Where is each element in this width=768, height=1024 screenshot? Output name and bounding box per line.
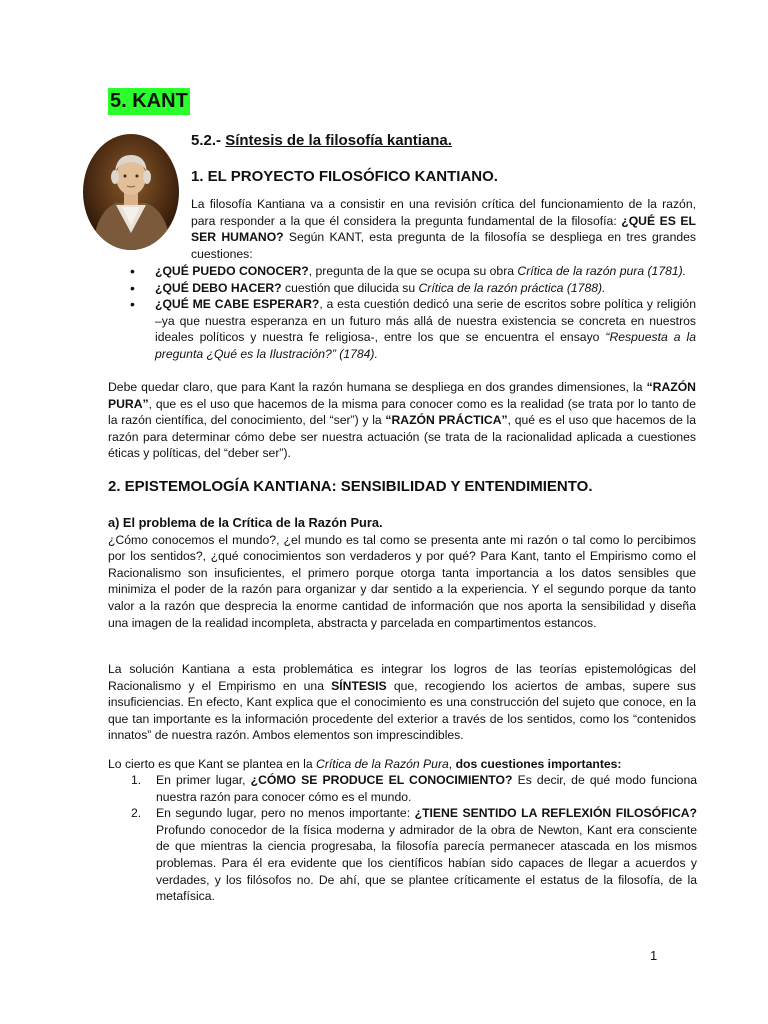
section-title: Síntesis de la filosofía kantiana.: [225, 132, 452, 149]
list-item: [126, 280, 696, 297]
solution-bold: SÍNTESIS: [331, 678, 387, 693]
kant-portrait: [82, 133, 180, 251]
question-work: Crítica de la razón pura (1781).: [517, 264, 687, 278]
questions-intro: [108, 756, 696, 773]
item-number: 2.: [131, 806, 142, 821]
reason-paragraph: [108, 379, 696, 462]
question: ¿QUÉ DEBO HACER?: [155, 280, 282, 295]
qi-work: Crítica de la Razón Pura: [316, 757, 449, 771]
heading-1: 1. EL PROYECTO FILOSÓFICO KANTIANO.: [191, 168, 498, 185]
reason-pura: “RAZÓN PURA”: [108, 380, 696, 411]
item-text-2: Profundo conocedor de la física moderna y admirador de la obra de Newton, Kant era consciente de que mientras la ciencia progresaba, la filosofía parecía permanecer atascada en los mismos problemas. Para él era evidente que los científicos habían sido capaces de llegar a acuerdos y verdades, y los filósofos no. De ahí, que se plantee críticamente el estatus de la filosofía, de la metafísica.: [156, 822, 697, 904]
reason-text-3: , qué es el uso que hacemos de la razón para determinar cómo debe ser nuestra actuación (se trata de la racionalidad aplicada a cuestiones éticas y políticas, del “deber ser”).: [108, 413, 696, 461]
reason-text-1: Debe quedar claro, que para Kant la razón humana se despliega en dos grandes dimensiones, la: [108, 380, 647, 394]
list-item: [126, 263, 696, 280]
question-text: , a esta cuestión dedicó una serie de escritos sobre política y religión –ya que nuestra esperanza en un futuro más allá de nuestra existencia se concreta en nuestros ideales políticos y nuestra fe religiosa-, entre los que se encuentra el ensayo: [155, 297, 696, 345]
list-item: [131, 772, 697, 805]
heading-2: 2. EPISTEMOLOGÍA KANTIANA: SENSIBILIDAD Y ENTENDIMIENTO.: [108, 478, 593, 495]
problem-text: ¿Cómo conocemos el mundo?, ¿el mundo es tal como se presenta ante mi razón o tal como lo percibimos por los sentidos?, ¿qué conocimientos son verdaderos y por qué? Para Kant, tanto el Empirismo como el Racionalismo son insuficientes, el primero porque otorga tanta importancia a los datos sensibles que minimiza el poder de la razón para organizar y dar sentido a la experiencia. Y el segundo porque da tanto valor a la razón que desprecia la enorme cantidad de información que nos aporta la sensibilidad y diseña una imagen de la realidad incompleta, abstracta y parcelada en compartimentos estancos.: [108, 532, 696, 630]
chapter-title: 5. KANT: [108, 88, 190, 115]
qi-bold: dos cuestiones importantes:: [455, 757, 622, 771]
list-item: [126, 296, 696, 362]
subheading-a: a) El problema de la Crítica de la Razón Pura.: [108, 515, 383, 530]
item-text-2: Es decir, de qué modo funciona nuestra razón para conocer cómo es el mundo.: [156, 773, 698, 804]
questions-list: [126, 263, 696, 363]
problem-paragraph: [108, 515, 696, 631]
intro-text-2: Según KANT, esta pregunta de la filosofía se despliega en tres grandes cuestiones:: [191, 230, 696, 261]
list-item: [131, 805, 697, 905]
solution-paragraph: [108, 661, 696, 744]
question-text: cuestión que dilucida su: [281, 280, 419, 295]
item-bold: ¿TIENE SENTIDO LA REFLEXIÓN FILOSÓFICA?: [414, 806, 697, 821]
item-text-1: En segundo lugar, pero no menos importante:: [156, 806, 415, 821]
question: ¿QUÉ PUEDO CONOCER?: [155, 264, 309, 278]
question: ¿QUÉ ME CABE ESPERAR?: [155, 297, 320, 312]
numbered-list: [131, 772, 697, 905]
page-number: 1: [650, 948, 658, 963]
reason-text-2: , que es el uso que hacemos de la misma para conocer como es la realidad (se trata por lo tanto de la razón científica, del conocimiento, del “ser”) y la: [108, 396, 696, 428]
section-number: 5.2.-: [191, 132, 226, 149]
solution-text-1: La solución Kantiana a esta problemática es integrar los logros de las teorías epistemológicas del Racionalismo y el Empirismo en una: [108, 662, 696, 693]
question-work: Crítica de la razón práctica (1788).: [418, 280, 606, 295]
reason-practica: “RAZÓN PRÁCTICA”: [385, 413, 508, 428]
item-number: 1.: [131, 773, 142, 787]
item-text-1: En primer lugar,: [156, 773, 251, 787]
question-text: , pregunta de la que se ocupa su obra: [308, 264, 518, 278]
item-bold: ¿CÓMO SE PRODUCE EL CONOCIMIENTO?: [250, 773, 513, 787]
qi-text-2: ,: [448, 757, 456, 771]
intro-bold: ¿QUÉ ES EL SER HUMANO?: [191, 213, 697, 245]
section-heading: [191, 132, 452, 149]
intro-text-1: La filosofía Kantiana va a consistir en una revisión crítica del funcionamiento de la razón, para responder a la que él considera la pregunta fundamental de la filosofía:: [191, 197, 696, 228]
intro-paragraph: [191, 196, 696, 262]
solution-text-2: que, recogiendo los aciertos de ambas, supere sus insuficiencias. En efecto, Kant explica que el conocimiento es una construcción del sujeto que conoce, en la que tan importante es la información procedente del exterior a través de los sentidos, como los “contenidos innatos” de nuestra razón. Ambos elementos son imprescindibles.: [108, 678, 696, 743]
qi-text-1: Lo cierto es que Kant se plantea en la: [108, 757, 317, 771]
question-work: “Respuesta a la pregunta ¿Qué es la Ilustración?” (1784).: [155, 330, 696, 361]
